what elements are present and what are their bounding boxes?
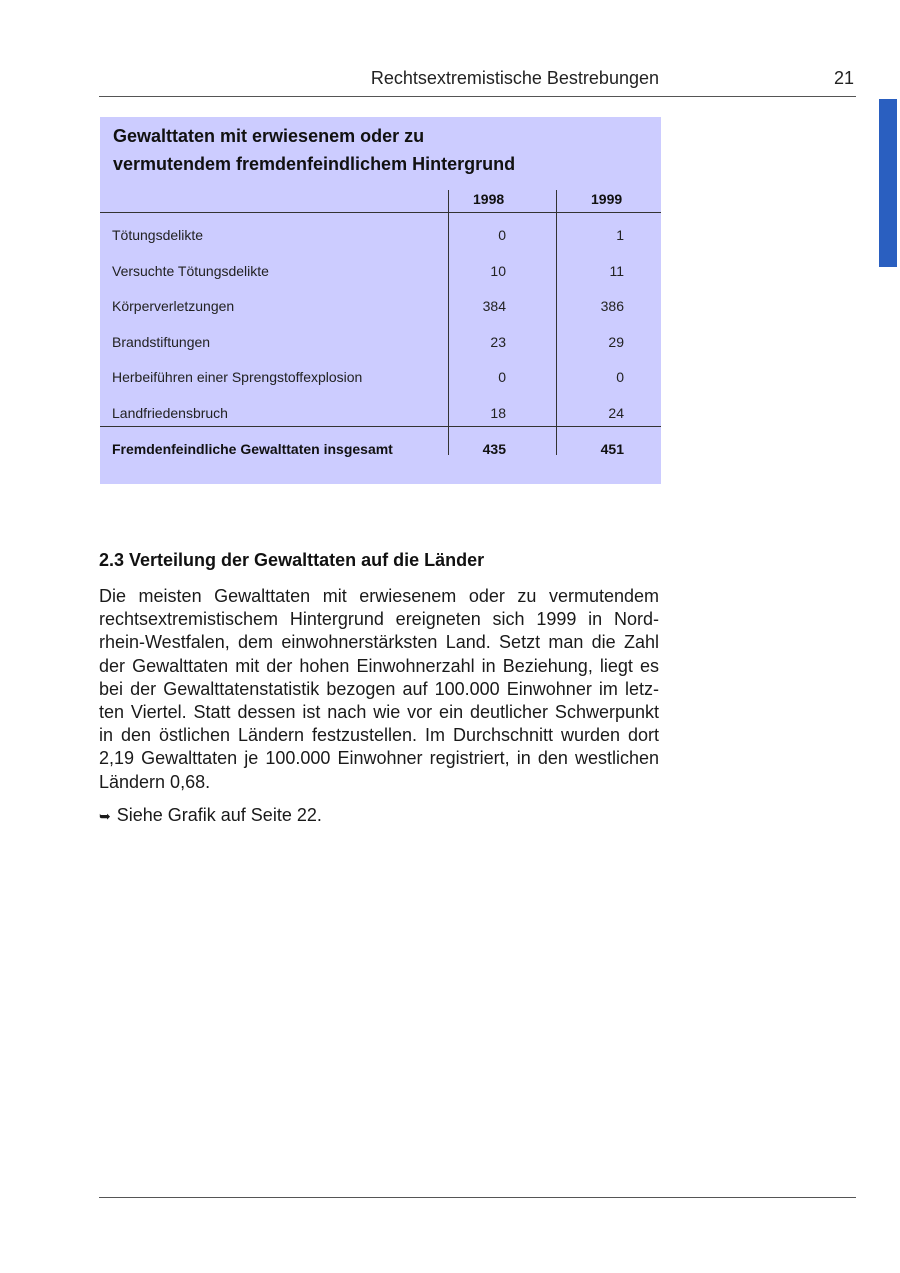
see-also-reference (99, 805, 322, 826)
header-rule (100, 212, 661, 213)
total-1999: 451 (600, 441, 624, 457)
table-row (100, 298, 661, 318)
paragraph-line: bei der Gewalttatenstatistik bezogen auf 100.000 Einwohner im letz- (99, 678, 659, 699)
paragraph-line: in den östlichen Ländern festzustellen. Im Durchschnitt wurden dort (99, 725, 659, 746)
table-row (100, 227, 661, 247)
paragraph-line: Ländern 0,68. (99, 771, 211, 792)
value-1998: 18 (490, 405, 506, 421)
total-label: Fremdenfeindliche Gewalttaten insgesamt (112, 441, 393, 457)
column-header-1998: 1998 (473, 191, 505, 207)
value-1998: 23 (490, 334, 506, 350)
value-1999: 29 (608, 334, 624, 350)
table-title (113, 122, 633, 178)
table-row (100, 263, 661, 283)
section-paragraph (99, 585, 659, 794)
paragraph-line: Die meisten Gewalttaten mit erwiesenem oder zu vermutendem (99, 586, 659, 606)
page-header (99, 66, 856, 97)
value-1999: 24 (608, 405, 624, 421)
total-rule (100, 426, 661, 427)
violence-statistics-table (100, 117, 661, 484)
value-1998: 0 (498, 369, 506, 385)
footer-rule (99, 1197, 856, 1198)
chapter-tab-marker (879, 99, 897, 267)
paragraph-line: ten Viertel. Statt dessen ist nach wie vor ein deutlicher Schwerpunkt (99, 702, 659, 723)
table-row (100, 405, 661, 425)
table-row (100, 369, 661, 389)
value-1998: 384 (482, 298, 506, 314)
row-label: Landfriedensbruch (112, 405, 228, 421)
row-label: Versuchte Tötungsdelikte (112, 263, 269, 279)
arrow-right-icon: ➥ (99, 808, 111, 824)
value-1998: 10 (490, 263, 506, 279)
value-1999: 1 (616, 227, 624, 243)
row-label: Körperverletzungen (112, 298, 235, 314)
see-also-text: Siehe Grafik auf Seite 22. (116, 805, 322, 825)
value-1998: 0 (498, 227, 506, 243)
table-title-line-2: vermutendem fremdenfeindlichem Hintergrund (113, 154, 516, 174)
value-1999: 11 (609, 263, 624, 279)
paragraph-line: der Gewalttaten mit der hohen Einwohnerzahl in Beziehung, liegt es (99, 655, 659, 676)
table-total-row (100, 441, 661, 461)
section-heading: 2.3 Verteilung der Gewalttaten auf die Länder (99, 550, 485, 570)
running-title: Rechtsextremistische Bestrebungen (370, 68, 659, 88)
row-label: Brandstiftungen (112, 334, 211, 350)
table-row (100, 334, 661, 354)
paragraph-line: 2,19 Gewalttaten je 100.000 Einwohner registriert, in den westlichen (99, 748, 659, 769)
value-1999: 386 (600, 298, 624, 314)
row-label: Tötungsdelikte (112, 227, 204, 243)
page-number: 21 (833, 68, 854, 88)
total-1998: 435 (482, 441, 506, 457)
paragraph-line: rhein-Westfalen, dem einwohnerstärksten Land. Setzt man die Zahl (99, 632, 659, 653)
value-1999: 0 (616, 369, 624, 385)
column-header-1999: 1999 (591, 191, 623, 207)
paragraph-line: rechtsextremistischem Hintergrund ereigneten sich 1999 in Nord- (99, 609, 659, 630)
table-title-line-1: Gewalttaten mit erwiesenem oder zu (113, 126, 425, 146)
row-label: Herbeiführen einer Sprengstoffexplosion (112, 369, 363, 385)
